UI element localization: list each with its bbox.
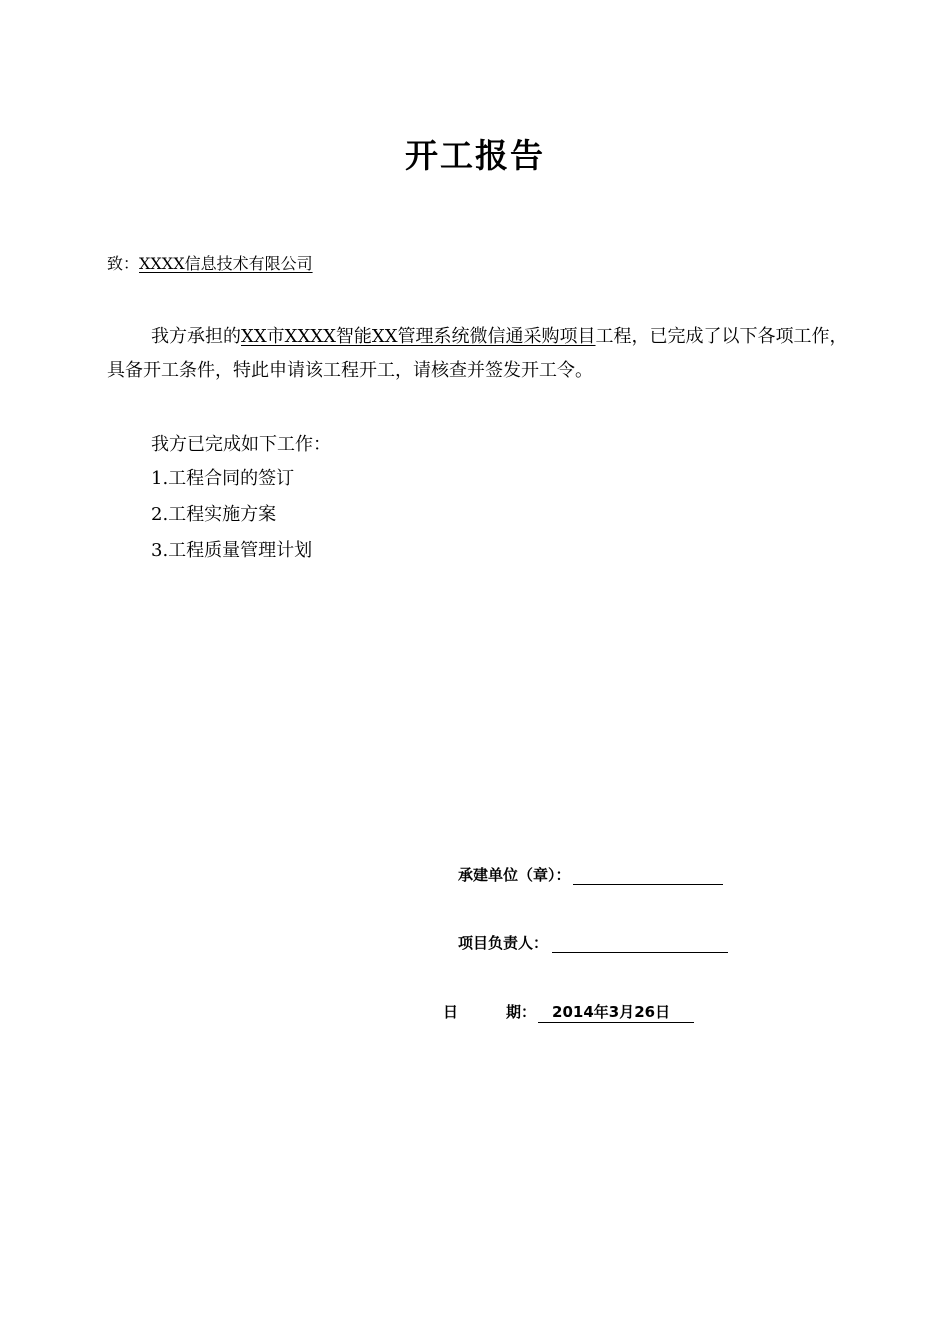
project-leader-row — [458, 932, 728, 953]
contractor-unit-signature-line[interactable] — [573, 866, 723, 885]
paragraph-lead: 我方承担的 — [151, 326, 241, 347]
page-title: 开工报告 — [405, 136, 545, 175]
date-label-first-char: 日 — [443, 1003, 459, 1021]
project-leader-signature-line[interactable] — [552, 934, 728, 953]
list-item: 3.工程质量管理计划 — [151, 540, 313, 561]
paragraph-rest: 工程，已完成了以下各项工作，具备开工条件，特此申请该工程开工，请核查并签发开工令。 — [107, 326, 848, 381]
list-item: 2.工程实施方案 — [151, 504, 277, 525]
date-row — [443, 1001, 694, 1023]
list-item: 1.工程合同的签订 — [151, 468, 295, 489]
project-name: XX市XXXX智能XX管理系统微信通采购项目 — [241, 326, 596, 347]
addressee-company: XXXX信息技术有限公司 — [139, 254, 313, 273]
date-label-second-char: 期： — [506, 1003, 537, 1021]
contractor-unit-label: 承建单位（章）： — [458, 866, 571, 884]
addressee-line — [107, 252, 313, 276]
date-value: 2014年3月26日 — [538, 1001, 694, 1023]
addressee-prefix: 致： — [107, 254, 140, 273]
completed-work-intro: 我方已完成如下工作： — [151, 434, 331, 455]
completed-work-list — [151, 464, 312, 572]
contractor-unit-row — [458, 864, 723, 885]
project-leader-label: 项目负责人： — [458, 934, 549, 952]
application-paragraph — [107, 320, 852, 388]
